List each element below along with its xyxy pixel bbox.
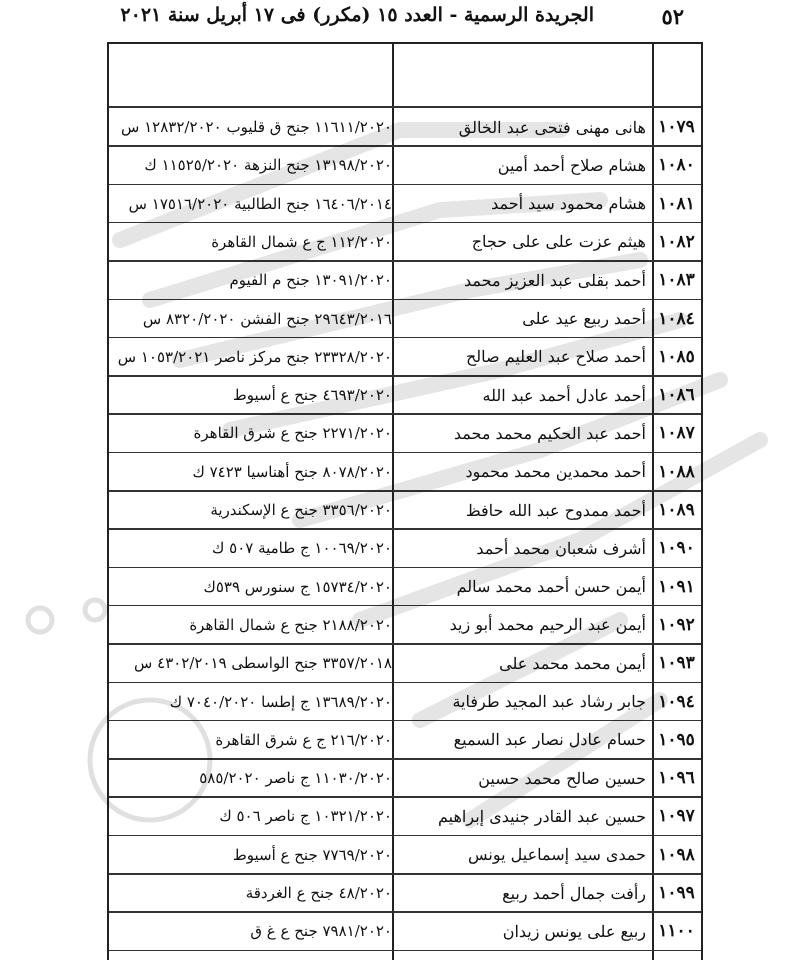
table-row	[109, 185, 701, 223]
page-header	[0, 2, 804, 34]
row-number: ١٠٩٩	[658, 883, 695, 903]
case-reference: ٢٩٦٤٣/٢٠١٦ جنح الفشن ٨٣٢٠/٢٠٢٠ س	[142, 309, 392, 328]
case-reference: ٣٣٥٦/٢٠٢٠ جنح ع الإسكندرية	[210, 501, 392, 519]
table-row	[109, 568, 701, 606]
person-name: أيمن محمد محمد على	[499, 653, 646, 673]
person-name: أحمد عادل أحمد عبد الله	[482, 385, 646, 405]
case-reference: ١٣١٩٨/٢٠٢٠ جنح النزهة ١١٥٢٥/٢٠٢٠ ك	[144, 156, 392, 175]
person-name: هيثم عزت على على حجاج	[471, 232, 646, 252]
case-reference: ١١٦١١/٢٠٢٠ جنح ق قليوب ١٢٨٣٢/٢٠٢٠ س	[121, 118, 392, 136]
row-number: ١٠٨٨	[658, 461, 695, 482]
table-row	[109, 146, 701, 184]
case-reference: ١٥٧٣٤/٢٠٢٠ ج سنورس ٥٣٩ك	[203, 577, 392, 596]
table-row	[109, 376, 701, 414]
person-name: هانى مهنى فتحى عبد الخالق	[458, 117, 646, 137]
table-row	[109, 644, 701, 682]
table-row	[109, 338, 701, 376]
table-row	[109, 759, 701, 797]
row-number: ١٠٨٠	[658, 155, 695, 176]
case-reference: ٨٠٧٨/٢٠٢٠ جنح أهناسيا ٧٤٢٣ ك	[192, 462, 392, 481]
table-row	[109, 491, 701, 529]
case-reference: ٣٣٥٧/٢٠١٨ جنح الواسطى ٤٣٠٢/٢٠١٩ س	[134, 654, 392, 673]
table-row	[109, 606, 701, 644]
person-name: حمدى سيد إسماعيل يونس	[468, 845, 646, 865]
case-reference: ٧٩٨١/٢٠٢٠ جنح ع غ ق	[250, 922, 392, 941]
case-reference: ١١٢/٢٠٢٠ ج ع شمال القاهرة	[211, 232, 392, 251]
records-table	[107, 42, 703, 960]
row-number: ١٠٨٥	[658, 346, 695, 367]
row-number: ١٠٨١	[658, 193, 695, 214]
row-number: ١٠٩٨	[658, 844, 695, 865]
case-reference: ١٣٦٨٩/٢٠٢٠ ج إطسا ٧٠٤٠/٢٠٢٠ ك	[169, 692, 392, 711]
case-reference: ٤٨/٢٠٢٠ جنح ع الغردقة	[245, 884, 392, 902]
row-number: ١٠٩٣	[658, 653, 695, 674]
person-name: حسام عادل نصار عبد السميع	[453, 730, 646, 750]
person-name: رأفت جمال أحمد ربيع	[502, 883, 646, 903]
row-number: ١٠٩٠	[658, 538, 695, 559]
row-number: ١٠٧٩	[658, 117, 695, 137]
person-name: حسين عبد القادر جنيدى إبراهيم	[438, 806, 646, 826]
row-number: ١٠٨٢	[658, 231, 695, 252]
gazette-header-title: الجريدة الرسمية - العدد ١٥ (مكرر) فى ١٧ أبريل سنة ٢٠٢١	[120, 4, 594, 26]
table-row	[109, 529, 701, 567]
person-name: هشام محمود سيد أحمد	[491, 194, 646, 214]
row-number: ١٠٨٩	[658, 500, 695, 520]
case-reference: ١٠٠٦٩/٢٠٢٠ ج طامية ٥٠٧ ك	[212, 539, 392, 558]
table-row	[109, 912, 701, 950]
row-number: ١٠٩٥	[658, 729, 695, 750]
table-row	[109, 797, 701, 835]
case-reference: ٢٢٧١/٢٠٢٠ جنح ع شرق القاهرة	[193, 424, 392, 443]
case-reference: ١٠٣٢١/٢٠٢٠ ج ناصر ٥٠٦ ك	[219, 807, 392, 826]
row-number: ١٠٩٦	[658, 768, 695, 789]
row-number: ١٠٨٤	[658, 308, 695, 329]
person-name: جابر رشاد عبد المجيد طرفاية	[452, 692, 646, 711]
person-name: أحمد ربيع عيد على	[522, 309, 646, 328]
person-name: أحمد عبد الحكيم محمد محمد	[453, 423, 646, 443]
table-row	[109, 874, 701, 912]
case-reference: ٢١٨٨/٢٠٢٠ جنح ع شمال القاهرة	[189, 615, 392, 634]
row-number: ١٠٩٤	[658, 691, 695, 712]
table-row	[109, 683, 701, 721]
row-number: ١٠٩٢	[658, 614, 695, 635]
person-name: أشرف شعبان محمد أحمد	[476, 538, 646, 558]
case-reference: ١٣٠٩١/٢٠٢٠ جنح م الفيوم	[229, 271, 392, 290]
table-row	[109, 223, 701, 261]
table-row	[109, 300, 701, 338]
case-reference: ٧٧٦٩/٢٠٢٠ جنح ع أسيوط	[232, 845, 392, 864]
table-row	[109, 261, 701, 299]
case-reference: ٢٣٣٢٨/٢٠٢٠ جنح مركز ناصر ١٠٥٣/٢٠٢١ س	[117, 347, 392, 366]
person-name: أحمد محمدين محمد محمود	[465, 462, 646, 482]
table-row	[109, 108, 701, 146]
person-name: أيمن حسن أحمد محمد سالم	[456, 577, 646, 597]
row-number: ١٠٩١	[658, 576, 695, 597]
row-number: ١١٠٠	[658, 921, 695, 942]
person-name: أحمد بقلى عبد العزيز محمد	[464, 270, 646, 290]
table-row	[109, 836, 701, 874]
person-name: حسين صالح محمد حسين	[478, 768, 646, 788]
row-divider	[109, 950, 701, 952]
row-number: ١٠٩٧	[658, 806, 695, 827]
person-name: أحمد صلاح عبد العليم صالح	[465, 347, 646, 367]
case-reference: ٤٦٩٣/٢٠٢٠ جنح ع أسيوط	[232, 386, 392, 405]
table-row	[109, 414, 701, 452]
case-reference: ١٦٤٠٦/٢٠١٤ جنح الطالبية ١٧٥١٦/٢٠٢٠ س	[128, 194, 392, 213]
row-number: ١٠٨٣	[658, 270, 695, 291]
row-number: ١٠٨٦	[658, 385, 695, 406]
person-name: هشام صلاح أحمد أمين	[497, 155, 646, 175]
row-number: ١٠٨٧	[658, 423, 695, 444]
case-reference: ١١٠٣٠/٢٠٢٠ ج ناصر ٥٨٥/٢٠٢٠	[199, 769, 392, 788]
page-number: ٥٢	[661, 4, 684, 29]
person-name: أحمد ممدوح عبد الله حافظ	[465, 500, 646, 520]
person-name: ربيع على يونس زيدان	[502, 921, 646, 941]
table-row	[109, 721, 701, 759]
table-row	[109, 453, 701, 491]
case-reference: ٢١٦/٢٠٢٠ ج ع شرق القاهرة	[215, 730, 392, 749]
person-name: أيمن عبد الرحيم محمد أبو زيد	[449, 615, 646, 635]
